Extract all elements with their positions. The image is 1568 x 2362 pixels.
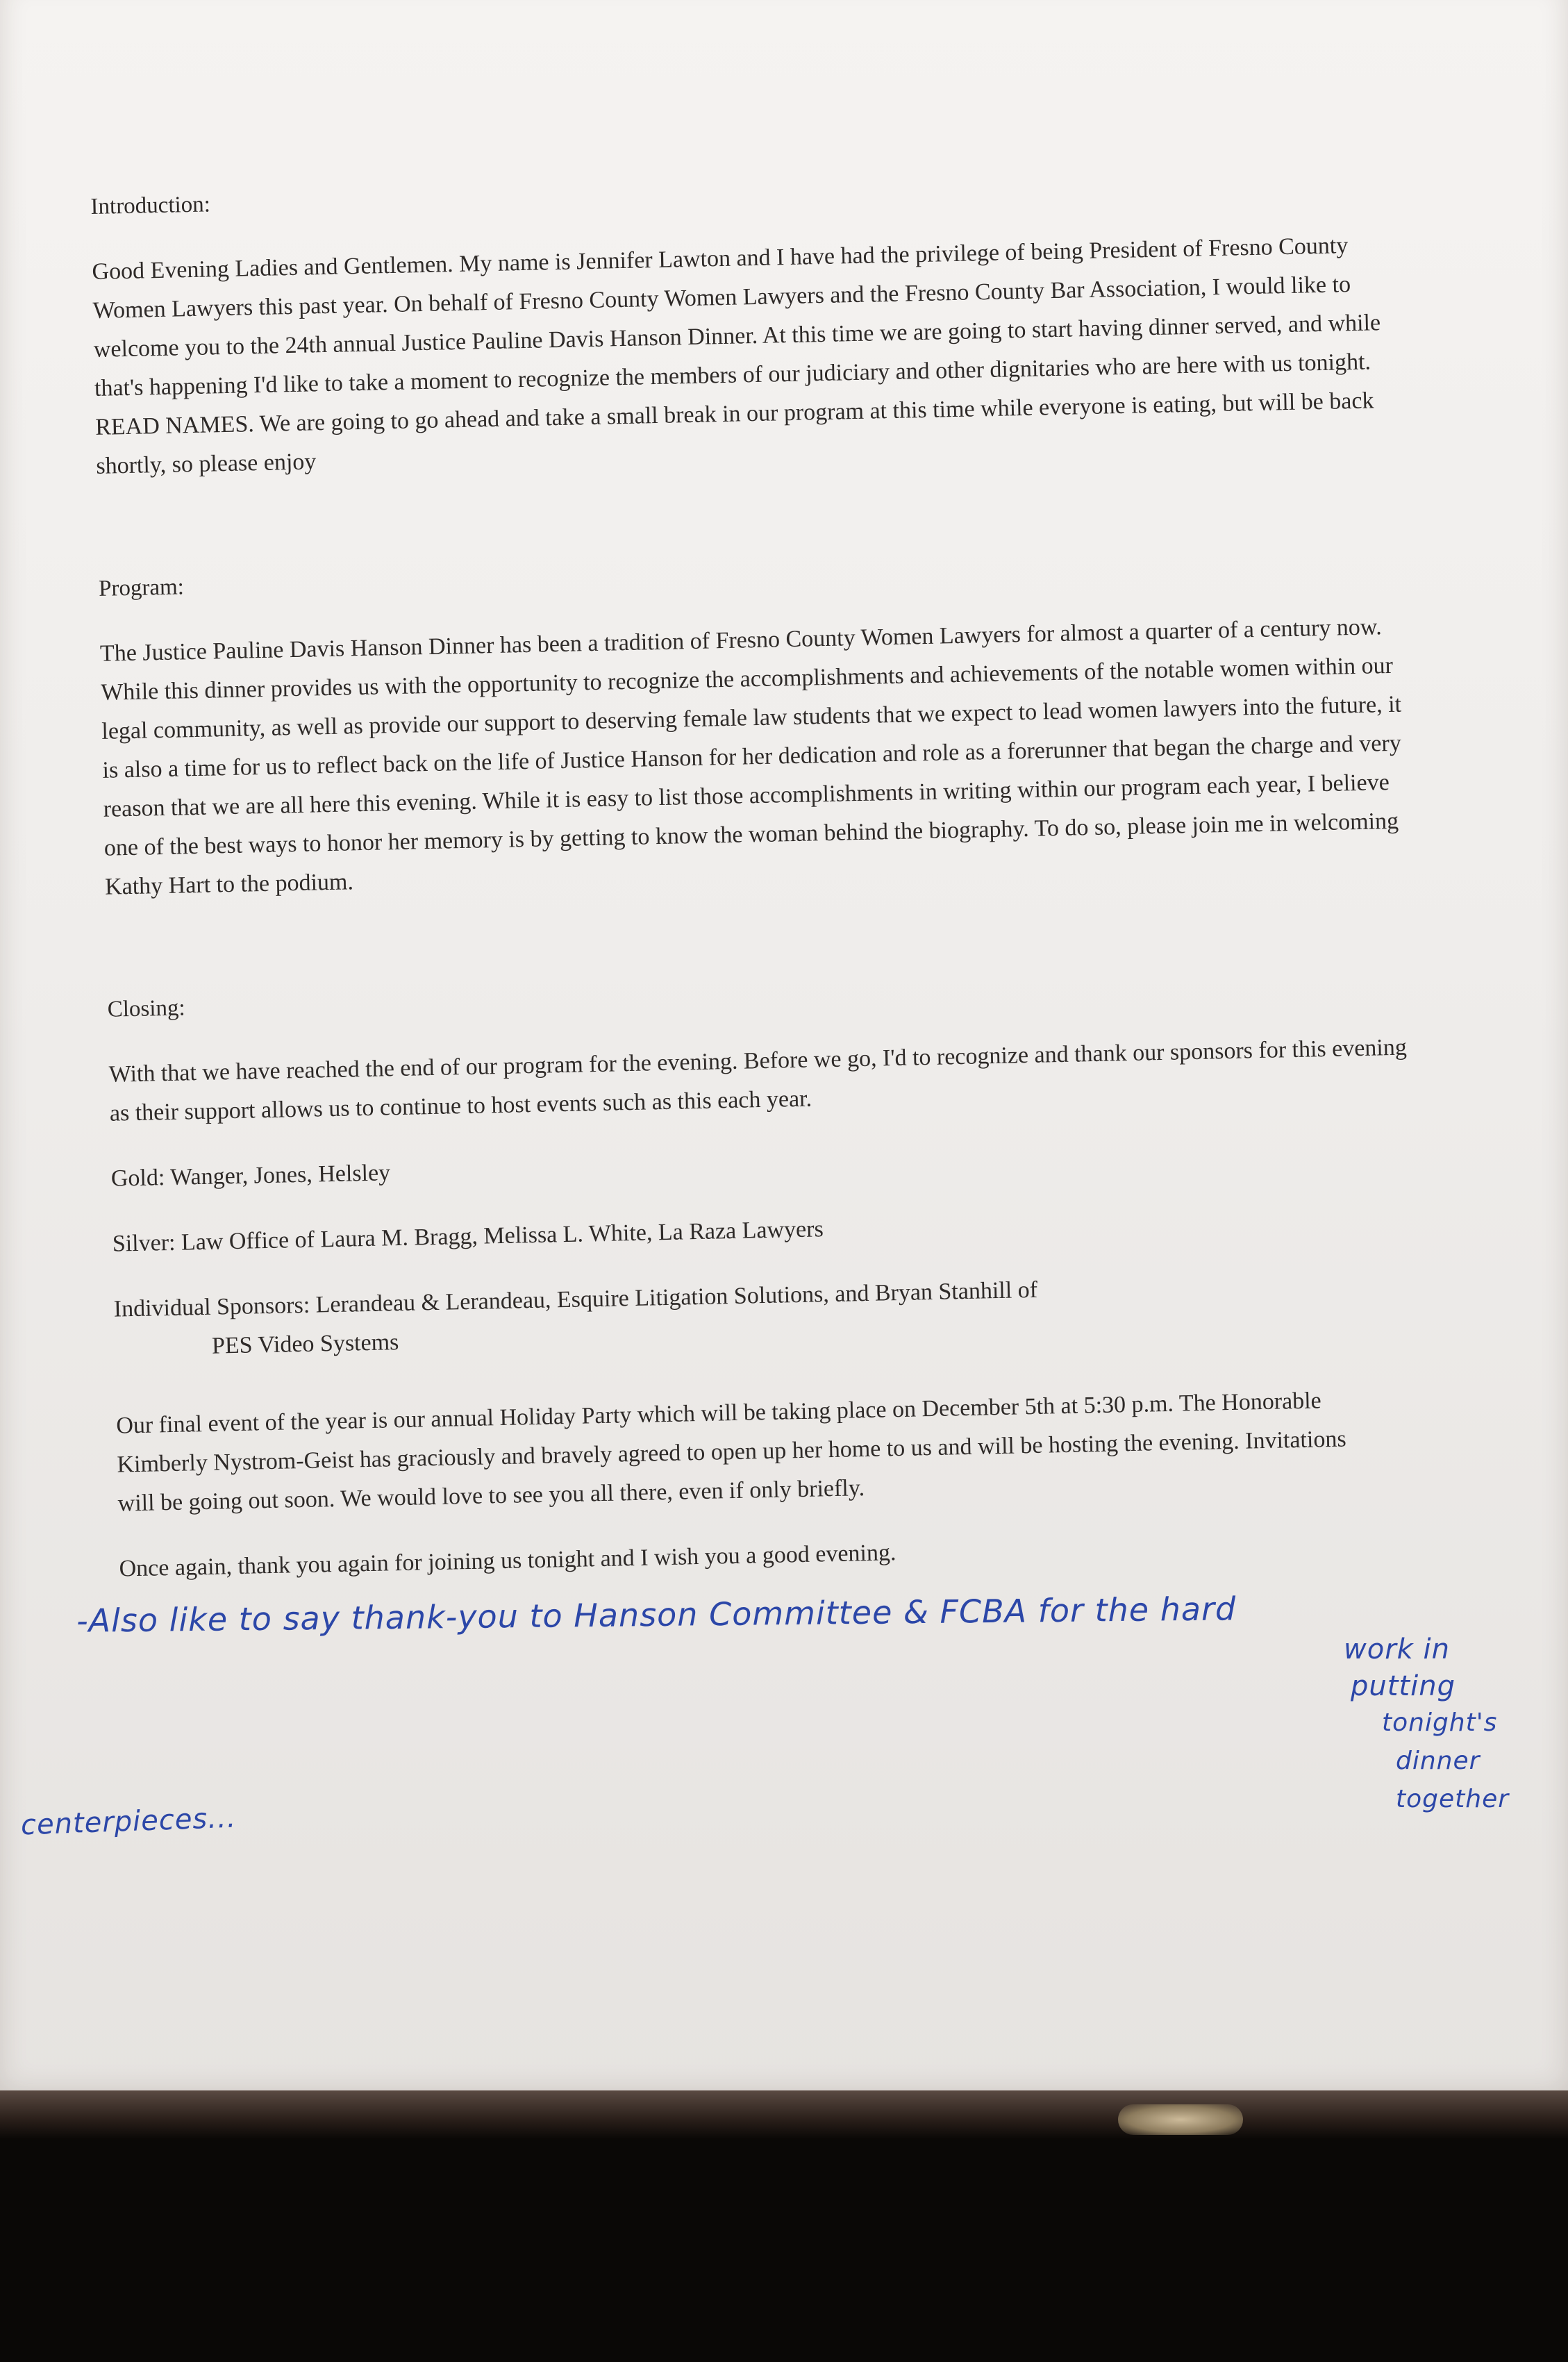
closing-text: With that we have reached the end of our program for the evening. Before we go, I'd to recognize and thank our sponsors for this evening as their support allows us to continue to host events such as this each year. — [108, 1034, 1408, 1126]
handwritten-margin-line-2: putting — [1351, 1670, 1456, 1702]
handwritten-margin-line-5: together — [1396, 1785, 1510, 1813]
introduction-text: Good Evening Ladies and Gentlemen. My name is Jennifer Lawton and I have had the privilege of being President of Fresno County Women Lawyers this past year. On behalf of Fresno County Women Lawyers and the Fresno County Bar Association, I would like to welcome you to the 24th annual Justice Pauline Davis Hanson Dinner. At this time we are going to start having dinner served, and while that's happening I'd like to take a moment to recognize the members of our judiciary and other dignitaries who are here with us tonight. READ NAMES. We are going to go ahead and take a small break in our program at this time while everyone is eating, but will be back shortly, so please enjoy — [92, 233, 1381, 479]
introduction-heading: Introduction: — [90, 192, 211, 219]
handwritten-margin-line-4: dinner — [1396, 1747, 1481, 1775]
program-heading: Program: — [98, 574, 185, 601]
silver-sponsors: Silver: Law Office of Laura M. Bragg, Melissa L. White, La Raza Lawyers — [112, 1216, 824, 1257]
paper-bottom-edge — [0, 2090, 1568, 2139]
handwritten-margin-line-3: tonight's — [1382, 1708, 1498, 1737]
sign-off-text: Once again, thank you again for joining us tonight and I wish you a good evening. — [119, 1540, 896, 1582]
individual-sponsors-cont: PES Video Systems — [211, 1329, 399, 1359]
handwritten-centerpieces: centerpieces... — [20, 1802, 237, 1842]
closing-heading: Closing: — [107, 995, 186, 1022]
holiday-party-text: Our final event of the year is our annual Holiday Party which will be taking place on December 5th at 5:30 p.m. The Honorable Kimberly Nystrom-Geist has graciously and bravely agreed to open up her home to us and will be hosting the evening. Invitations will be going out soon. We would love to see you all there, even if only briefly. — [115, 1388, 1346, 1517]
speech-document — [90, 160, 1432, 1588]
individual-sponsors: Individual Sponsors: Lerandeau & Lerandeau, Esquire Litigation Solutions, and Bryan Stanhill of — [113, 1276, 1038, 1322]
gold-sponsors: Gold: Wanger, Jones, Helsley — [110, 1160, 391, 1192]
binder-clip — [1118, 2104, 1243, 2135]
handwritten-margin-line-1: work in — [1344, 1633, 1450, 1665]
handwritten-thank-you-note: -Also like to say thank-you to Hanson Committee & FCBA for the hard — [76, 1590, 1237, 1640]
program-text: The Justice Pauline Davis Hanson Dinner has been a tradition of Fresno County Women Lawyers for almost a quarter of a century now. While this dinner provides us with the opportunity to recognize the accomplishments and achievements of the notable women within our legal community, as well as provide our support to deserving female law students that we expect to lead women lawyers into the future, it is also a time for us to reflect back on the life of Justice Hanson for her dedication and role as a forerunner that began the charge and very reason that we are all here this evening. While it is easy to list those accomplishments in writing within our program each year, I believe one of the best ways to honor her memory is by getting to know the woman behind the biography. To do so, please join me in welcoming Kathy Hart to the podium. — [99, 614, 1402, 900]
